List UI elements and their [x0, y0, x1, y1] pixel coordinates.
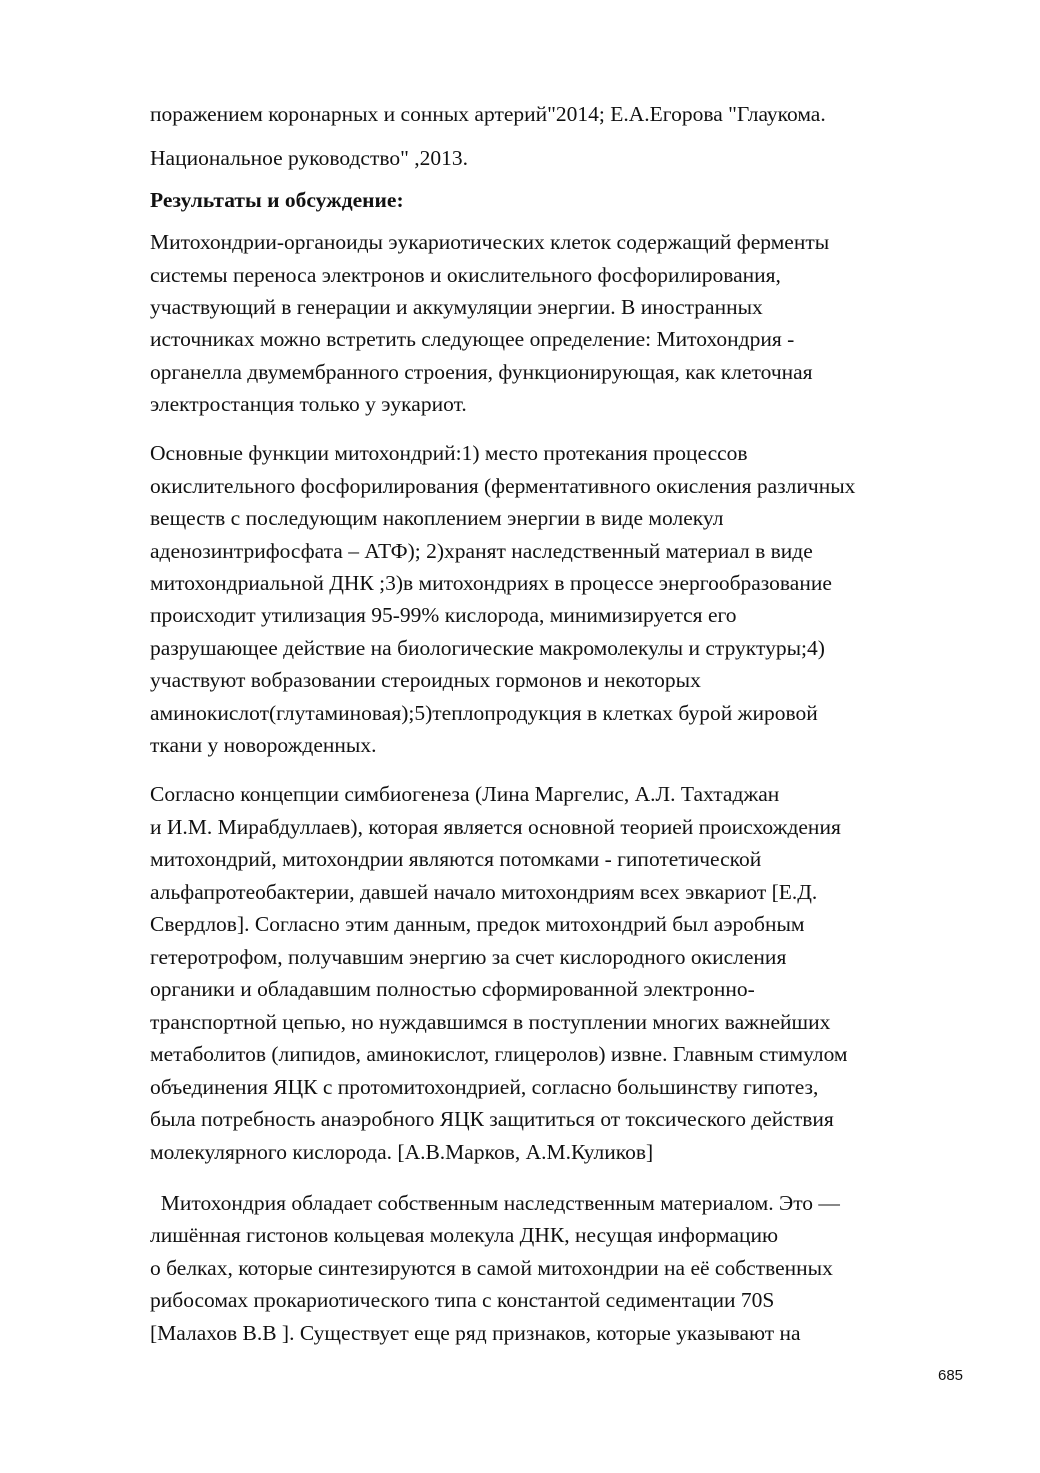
paragraph-line: о белках, которые синтезируются в самой митохондрии на её собственных — [150, 1256, 833, 1280]
paragraph-line: митохондриальной ДНК ;3)в митохондриях в процессе энергообразование — [150, 571, 832, 595]
paragraph-line: разрушающее действие на биологические макромолекулы и структуры;4) — [150, 636, 825, 660]
paragraph-line: альфапротеобактерии, давшей начало митохондриям всех эвкариот [Е.Д. — [150, 880, 818, 904]
paragraph-line: Основные функции митохондрий:1) место протекания процессов — [150, 441, 748, 465]
paragraph-line: ткани у новорожденных. — [150, 733, 377, 757]
paragraph-line: транспортной цепью, но нуждавшимся в поступлении многих важнейших — [150, 1010, 831, 1034]
paragraph-line: Митохондрии-органоиды эукариотических клеток содержащий ферменты — [150, 230, 830, 254]
paragraph-line: органики и обладавшим полностью сформированной электронно- — [150, 977, 755, 1001]
paragraph-line: была потребность анаэробного ЯЦК защититься от токсического действия — [150, 1107, 834, 1131]
section-heading: Результаты и обсуждение: — [150, 188, 404, 212]
paragraph-line: Митохондрия обладает собственным наследственным материалом. Это — — [150, 1191, 840, 1215]
paragraph-line: происходит утилизация 95-99% кислорода, минимизируется его — [150, 603, 737, 627]
intro-line: поражением коронарных и сонных артерий"2014; Е.А.Егорова "Глаукома. — [150, 102, 826, 126]
paragraph-line: органелла двумембранного строения, функционирующая, как клеточная — [150, 360, 813, 384]
paragraph-line: окислительного фосфорилирования (ферментативного окисления различных — [150, 474, 856, 498]
paragraph-line: источниках можно встретить следующее определение: Митохондрия - — [150, 327, 795, 351]
paragraph-line: веществ с последующим накоплением энергии в виде молекул — [150, 506, 724, 530]
paragraph-line: и И.М. Мирабдуллаев), которая является основной теорией происхождения — [150, 815, 841, 839]
page-number: 685 — [938, 1367, 964, 1384]
paragraph-line: участвуют вобразовании стероидных гормонов и некоторых — [150, 668, 701, 692]
paragraph-line: молекулярного кислорода. [А.В.Марков, А.М.Куликов] — [150, 1140, 654, 1164]
paragraph-line: лишённая гистонов кольцевая молекула ДНК, несущая информацию — [150, 1223, 779, 1247]
paragraph-line: гетеротрофом, получавшим энергию за счет кислородного окисления — [150, 945, 787, 969]
paragraph-line: Свердлов]. Согласно этим данным, предок митохондрий был аэробным — [150, 912, 805, 936]
paragraph-line: объединения ЯЦК с протомитохондрией, согласно большинству гипотез, — [150, 1075, 819, 1099]
paragraph-line: рибосомах прокариотического типа с константой седиментации 70S — [150, 1288, 775, 1312]
intro-line: Национальное руководство" ,2013. — [150, 146, 469, 170]
paragraph-line: участвующий в генерации и аккумуляции энергии. В иностранных — [150, 295, 763, 319]
paragraph-line: [Малахов В.В ]. Существует еще ряд признаков, которые указывают на — [150, 1321, 801, 1345]
paragraph-line: электростанция только у эукариот. — [150, 392, 467, 416]
paragraph-line: аминокислот(глутаминовая);5)теплопродукция в клетках бурой жировой — [150, 701, 818, 725]
paragraph-line: аденозинтрифосфата – АТФ); 2)хранят наследственный материал в виде — [150, 539, 813, 563]
paragraph-line: Согласно концепции симбиогенеза (Лина Маргелис, А.Л. Тахтаджан — [150, 782, 780, 806]
paragraph-line: системы переноса электронов и окислительного фосфорилирования, — [150, 263, 781, 287]
paragraph-line: метаболитов (липидов, аминокислот, глицеролов) извне. Главным стимулом — [150, 1042, 848, 1066]
paragraph-line: митохондрий, митохондрии являются потомками - гипотетической — [150, 847, 762, 871]
